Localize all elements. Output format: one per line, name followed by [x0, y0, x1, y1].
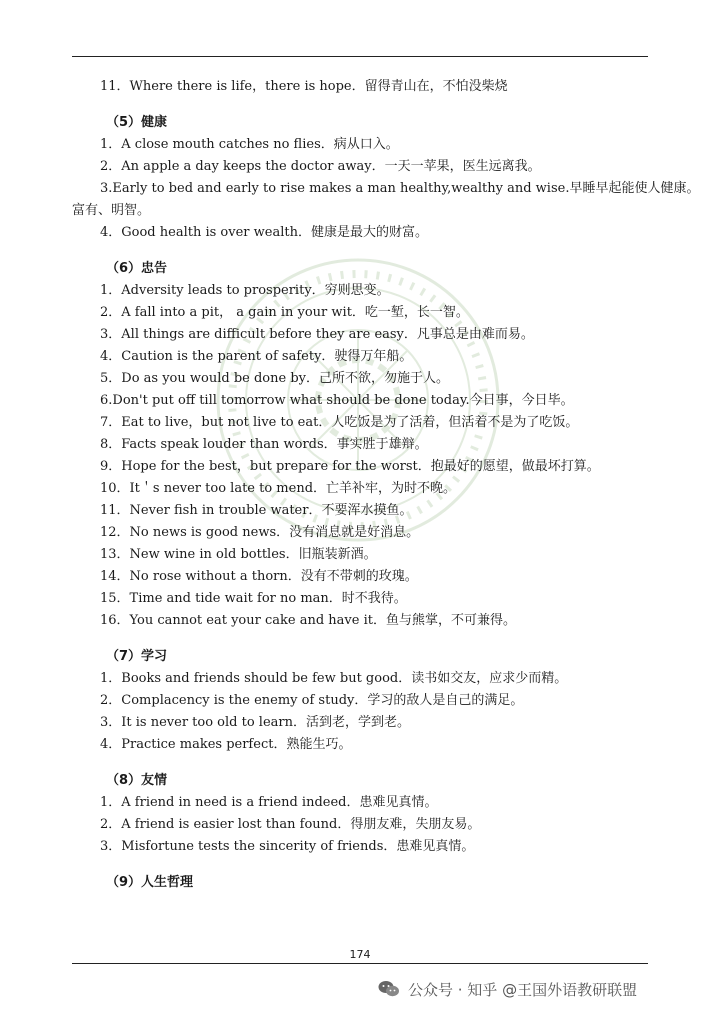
section-heading-friendship: （8）友情: [106, 773, 168, 788]
proverb-line: 13．New wine in old bottles．旧瓶装新酒。: [100, 547, 377, 562]
document-body: [72, 76, 700, 894]
wechat-icon: [378, 980, 400, 998]
section-heading-health: （5）健康: [106, 115, 168, 130]
proverb-line: 2．A friend is easier lost than found．得朋友难，失朋友易。: [100, 817, 481, 832]
proverb-line: 1．A close mouth catches no flies．病从口入。: [100, 137, 399, 152]
proverb-line: 2．A fall into a pit， a gain in your wit．吃一堑，长一智。: [100, 305, 469, 320]
page-number: 174: [349, 948, 371, 961]
proverb-line: 1．Books and friends should be few but good．读书如交友，应求少而精。: [100, 671, 568, 686]
footer-watermark: [378, 978, 637, 1000]
proverb-line: 4．Practice makes perfect．熟能生巧。: [100, 737, 352, 752]
section-heading-life-philosophy: （9）人生哲理: [106, 875, 194, 890]
proverb-line: 11．Where there is life，there is hope．留得青山在，不怕没柴烧: [100, 79, 508, 94]
section-heading-study: （7）学习: [106, 649, 168, 664]
proverb-line: 1．Adversity leads to prosperity．穷则思变。: [100, 283, 390, 298]
proverb-line: 1．A friend in need is a friend indeed．患难见真情。: [100, 795, 438, 810]
proverb-line: 3．All things are difficult before they are easy．凡事总是由难而易。: [100, 327, 534, 342]
proverb-line: 8．Facts speak louder than words．事实胜于雄辩。: [100, 437, 428, 452]
header-rule: [72, 56, 648, 57]
proverb-line: 4．Good health is over wealth．健康是最大的财富。: [100, 225, 428, 240]
proverb-line: 5．Do as you would be done by．己所不欲，勿施于人。: [100, 371, 449, 386]
section-heading-advice: （6）忠告: [106, 261, 168, 276]
proverb-line: 11．Never fish in trouble water．不要浑水摸鱼。: [100, 503, 413, 518]
proverb-line: 7．Eat to live，but not live to eat．人吃饭是为了活着，但活着不是为了吃饭。: [100, 415, 579, 430]
proverb-line: 3．It is never too old to learn．活到老，学到老。: [100, 715, 410, 730]
proverb-line: 15．Time and tide wait for no man．时不我待。: [100, 591, 407, 606]
proverb-line: 6.Don't put off till tomorrow what should be done today.今日事，今日毕。: [100, 393, 574, 408]
footer-rule: [72, 963, 648, 964]
proverb-line: 4．Caution is the parent of safety．驶得万年船。: [100, 349, 413, 364]
proverb-line: 16．You cannot eat your cake and have it．鱼与熊掌，不可兼得。: [100, 613, 516, 628]
proverb-line: 2．Complacency is the enemy of study．学习的敌人是自己的满足。: [100, 693, 524, 708]
proverb-line: 3．Misfortune tests the sincerity of friends．患难见真情。: [100, 839, 475, 854]
proverb-line: 12．No news is good news．没有消息就是好消息。: [100, 525, 420, 540]
proverb-line: 2．An apple a day keeps the doctor away．一天一苹果，医生远离我。: [100, 159, 541, 174]
footer-watermark-text: 公众号 · 知乎 @王国外语教研联盟: [408, 980, 638, 999]
proverb-line-continuation: 富有、明智。: [72, 203, 151, 218]
proverb-line: 10．It＇s never too late to mend．亡羊补牢，为时不晚。: [100, 481, 457, 496]
proverb-line: 9．Hope for the best，but prepare for the worst．抱最好的愿望，做最坏打算。: [100, 459, 600, 474]
proverb-line: 3.Early to bed and early to rise makes a man healthy,wealthy and wise.早睡早起能使人健康。: [100, 181, 700, 196]
proverb-line: 14．No rose without a thorn．没有不带刺的玫瑰。: [100, 569, 418, 584]
